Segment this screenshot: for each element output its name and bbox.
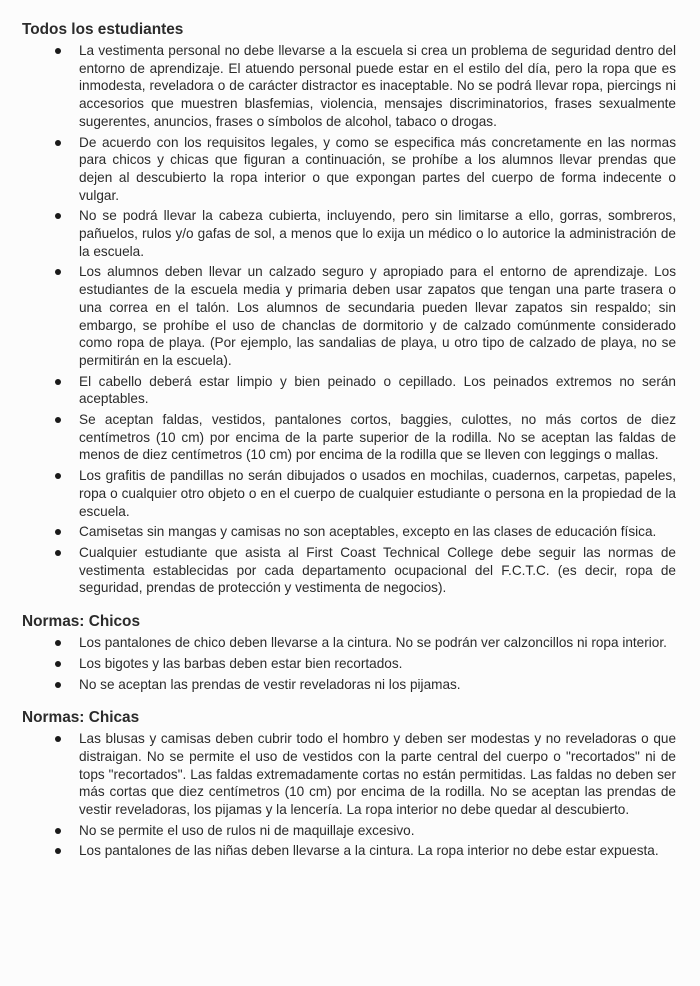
list-item: Los bigotes y las barbas deben estar bien recortados. <box>22 655 676 673</box>
bullet-list-girls <box>22 730 676 860</box>
list-item: No se permite el uso de rulos ni de maquillaje excesivo. <box>22 822 676 840</box>
list-item: Camisetas sin mangas y camisas no son aceptables, excepto en las clases de educación física. <box>22 523 676 541</box>
bullet-list-all-students <box>22 42 676 597</box>
section-all-students <box>22 19 676 597</box>
list-item: Se aceptan faldas, vestidos, pantalones cortos, baggies, culottes, no más cortos de diez centímetros (10 cm) por encima de la parte superior de la rodilla. No se aceptan las faldas de menos de diez centímetros (10 cm) por encima de la rodilla que se lleven con leggings o mallas. <box>22 411 676 464</box>
section-title-girls: Normas: Chicas <box>22 709 140 727</box>
list-item: Los pantalones de las niñas deben llevarse a la cintura. La ropa interior no debe estar expuesta. <box>22 842 676 860</box>
list-item: No se podrá llevar la cabeza cubierta, incluyendo, pero sin limitarse a ello, gorras, sombreros, pañuelos, rulos y/o gafas de sol, a menos que lo exija un médico o lo autorice la administración de la escuela. <box>22 207 676 260</box>
list-item: Los grafitis de pandillas no serán dibujados o usados en mochilas, cuadernos, carpetas, papeles, ropa o cualquier otro objeto o en el cuerpo de cualquier estudiante o persona en la propiedad de la escuela. <box>22 467 676 520</box>
list-item: Los alumnos deben llevar un calzado seguro y apropiado para el entorno de aprendizaje. Los estudiantes de la escuela media y primaria deben usar zapatos que tengan una parte trasera o una correa en el talón. Los alumnos de secundaria pueden llevar zapatos sin respaldo; sin embargo, se prohíbe el uso de chanclas de dormitorio y de calzado comúnmente considerado como ropa de playa. (Por ejemplo, las sandalias de playa, u otro tipo de calzado de playa, no se permitirán en la escuela). <box>22 263 676 369</box>
list-item: No se aceptan las prendas de vestir reveladoras ni los pijamas. <box>22 676 676 694</box>
list-item: Cualquier estudiante que asista al First Coast Technical College debe seguir las normas de vestimenta establecidas por cada departamento ocupacional del F.C.T.C. (es decir, ropa de seguridad, prendas de protección y vestimenta de negocios). <box>22 544 676 597</box>
bullet-list-boys <box>22 634 676 693</box>
list-item: El cabello deberá estar limpio y bien peinado o cepillado. Los peinados extremos no serán aceptables. <box>22 373 676 408</box>
section-title-boys: Normas: Chicos <box>22 613 141 631</box>
list-item: De acuerdo con los requisitos legales, y como se especifica más concretamente en las normas para chicos y chicas que figuran a continuación, se prohíbe a los alumnos llevar prendas que dejen al descubierto la ropa interior o que expongan partes del cuerpo de forma indecente o vulgar. <box>22 134 676 205</box>
section-boys <box>22 611 676 693</box>
section-title-all-students: Todos los estudiantes <box>22 21 184 38</box>
list-item: Los pantalones de chico deben llevarse a la cintura. No se podrán ver calzoncillos ni ropa interior. <box>22 634 676 652</box>
list-item: La vestimenta personal no debe llevarse a la escuela si crea un problema de seguridad dentro del entorno de aprendizaje. El atuendo personal puede estar en el estilo del día, pero la ropa que es inmodesta, reveladora o de carácter distractor es inaceptable. No se podrá llevar ropa, piercings ni accesorios que muestren blasfemias, violencia, mensajes discriminatorios, frases sexualmente sugerentes, anuncios, frases o símbolos de alcohol, tabaco o drogas. <box>22 42 676 131</box>
list-item: Las blusas y camisas deben cubrir todo el hombro y deben ser modestas y no reveladoras o que distraigan. No se permite el uso de vestidos con la parte central del cuerpo o "recortados" ni de tops "recortados". Las faldas extremadamente cortas no están permitidas. Las faldas no deben ser más cortas que diez centímetros (10 cm) por encima de la rodilla. No se aceptan las prendas de vestir reveladoras, los pijamas y la lencería. La ropa interior no debe quedar al descubierto. <box>22 730 676 819</box>
section-girls <box>22 707 676 860</box>
